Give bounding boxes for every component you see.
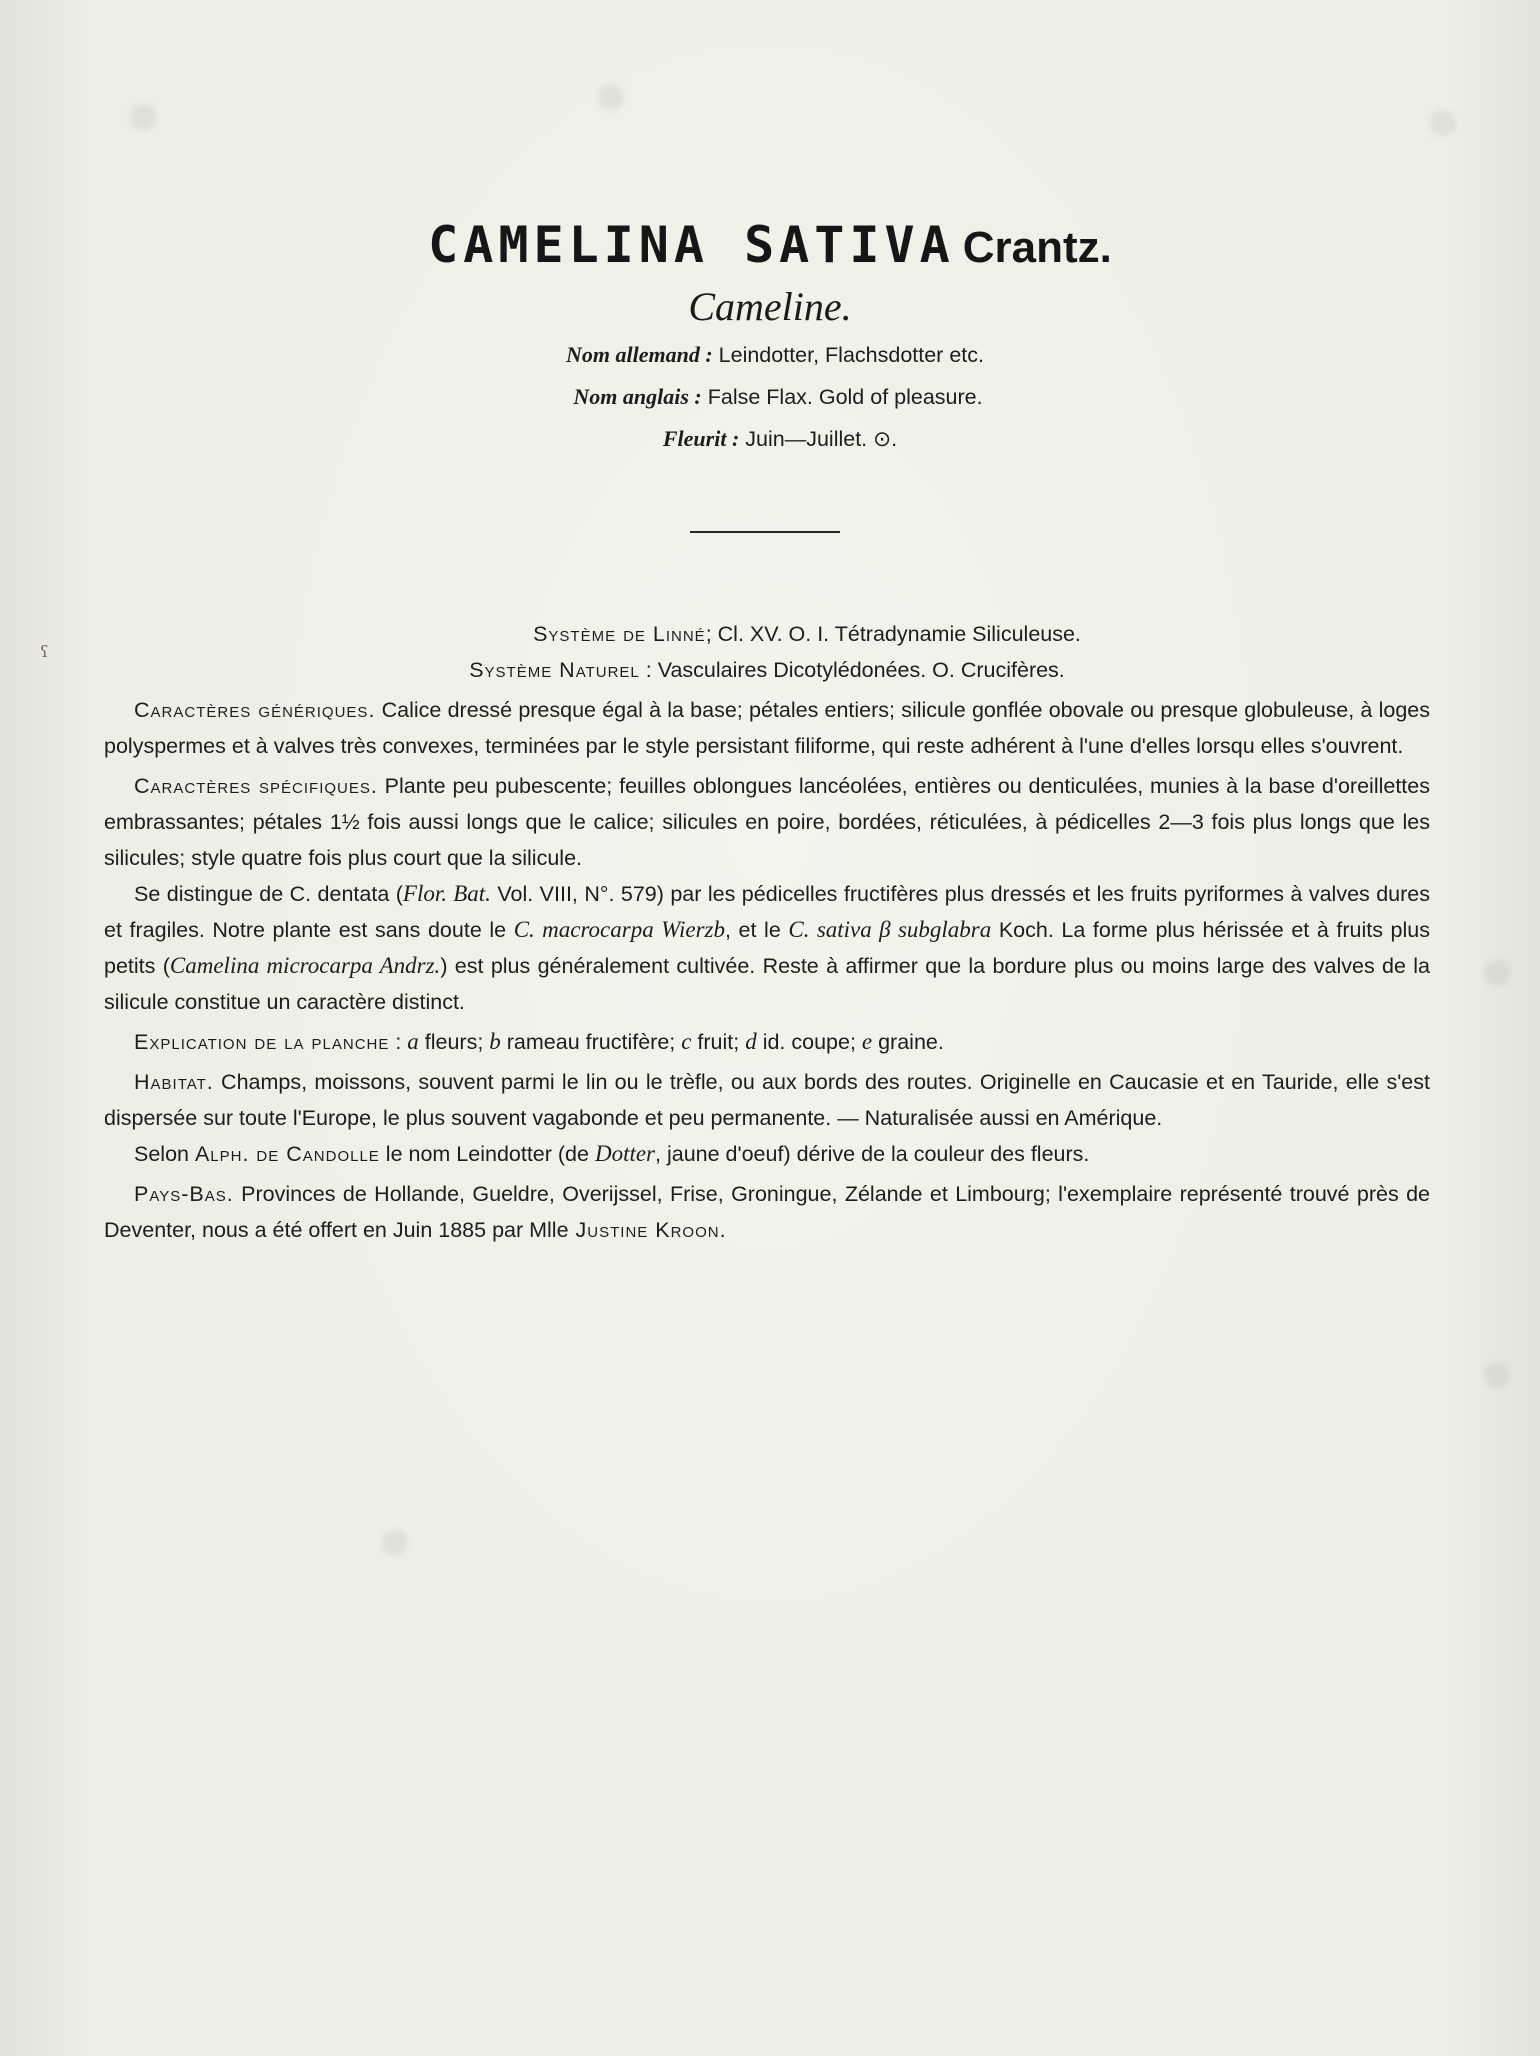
separator-rule [690, 531, 840, 533]
naturel-label: Système Naturel [469, 658, 640, 682]
paper-spot [130, 104, 156, 130]
paper-spot [1430, 110, 1456, 136]
candolle-paragraph [104, 1136, 1430, 1172]
plate-key-a: a [407, 1029, 419, 1054]
author-abbrev: Crantz. [962, 223, 1112, 272]
candolle-name: Alph. de Candolle [194, 1142, 380, 1166]
specific-label: Caractères spécifiques. [134, 774, 378, 798]
macrocarpa-name: C. macrocarpa Wierzb [513, 917, 725, 942]
natural-system [104, 652, 1430, 688]
candolle-text: le nom Leindotter (de [379, 1142, 595, 1166]
english-value: False Flax. Gold of pleasure. [707, 385, 983, 409]
english-name-line [16, 376, 1540, 418]
paper-spot [1484, 960, 1510, 986]
plate-key-d: d [745, 1029, 757, 1054]
distinction-text: Koch. La forme plus hérissée et à fruits plus petits ( [104, 918, 1430, 978]
flowering-line [20, 418, 1540, 460]
flowering-value: Juin—Juillet. ⊙. [745, 427, 898, 451]
distinction-text: , et le [724, 918, 789, 942]
paper-spot [1484, 1362, 1510, 1388]
generic-text: Calice dressé presque égal à la base; pétales entiers; silicule gonflée obovale ou presque globuleuse, à loges polyspermes et à valves très convexes, terminées par le style persistant filiforme, qui reste adhérent à l'une d'elles lorsqu elles s'ouvrent. [104, 698, 1430, 758]
naturel-value: : Vasculaires Dicotylédonées. O. Crucifères. [645, 658, 1065, 682]
netherlands-paragraph [104, 1176, 1430, 1248]
paper-spot [598, 84, 624, 110]
french-name: Cameline. [688, 284, 852, 329]
habitat-paragraph [104, 1064, 1430, 1136]
distinction-text: Se distingue de C. dentata ( [134, 882, 403, 906]
generic-label: Caractères génériques. [134, 698, 376, 722]
generic-characters [104, 692, 1430, 764]
netherlands-label: Pays-Bas. [134, 1182, 234, 1206]
plate-key-b: b [489, 1029, 501, 1054]
german-name-line [10, 334, 1540, 376]
habitat-label: Habitat. [134, 1070, 214, 1094]
plate-item: fleurs; [418, 1030, 490, 1054]
english-label: Nom anglais : [573, 384, 702, 409]
description-body [104, 616, 1430, 1248]
plate-key-e: e [861, 1029, 873, 1054]
candolle-text: Selon [134, 1142, 195, 1166]
explanation-label: Explication de la planche [134, 1030, 390, 1054]
donor-name: Justine Kroon. [568, 1218, 727, 1242]
distinction-text: Vol. VIII, N°. 579) par les pédicelles fructifères plus dressés et les fruits pyriformes à valves dures et fragiles. Notre plante est sans doute le [104, 882, 1431, 942]
plate-key-c: c [681, 1029, 692, 1054]
linne-label: Système de Linné [533, 622, 706, 646]
plate-explanation: Explication de la planche : a fleurs; b rameau fructifère; c fruit; d id. coupe; e graine. [134, 1029, 944, 1054]
page-title [0, 210, 1540, 280]
plate-item: rameau fructifère; [500, 1030, 682, 1054]
flora-reference: Flor. Bat. [402, 881, 491, 906]
german-value: Leindotter, Flachsdotter etc. [718, 343, 984, 367]
linne-system [184, 616, 1430, 652]
distinction-text: ) est plus généralement cultivée. Reste à affirmer que la bordure plus ou moins large des valves de la silicule constitue un caractère distinct. [104, 954, 1431, 1014]
specific-text: Plante peu pubescente; feuilles oblongues lancéolées, entières ou denticulées, munies à la base d'oreillettes embrassantes; pétales 1½ fois aussi longs que le calice; silicules en poire, bordées, réticulées, à pédicelles 2—3 fois plus longs que les silicules; style quatre fois plus court que la silicule. [104, 774, 1430, 870]
specific-characters [104, 768, 1430, 876]
distinction-paragraph [104, 876, 1430, 1020]
netherlands-text: Provinces de Hollande, Gueldre, Overijssel, Frise, Groningue, Zélande et Limbourg; l'exemplaire représenté trouvé près de Deventer, nous a été offert en Juin 1885 par [104, 1182, 1430, 1242]
flowering-label: Fleurit : [662, 426, 740, 451]
heading-block [0, 210, 1540, 460]
dotter-word: Dotter [594, 1141, 656, 1166]
plate-item: id. coupe; [756, 1030, 862, 1054]
latin-name: CAMELINA SATIVA [428, 216, 955, 274]
plate-item: fruit; [691, 1030, 746, 1054]
plate-item: graine. [872, 1030, 944, 1054]
linne-value: ; Cl. XV. O. I. Tétradynamie Siliculeuse. [705, 622, 1081, 646]
german-label: Nom allemand : [566, 342, 713, 367]
sativa-variety-name: C. sativa β subglabra [788, 917, 992, 942]
margin-mark: ʕ [40, 642, 49, 661]
paper-spot [382, 1530, 408, 1556]
candolle-text: , jaune d'oeuf) dérive de la couleur des fleurs. [655, 1142, 1090, 1166]
microcarpa-name: Camelina microcarpa Andrz. [169, 953, 441, 978]
mademoiselle-abbrev: Mlle [529, 1218, 569, 1242]
habitat-text: Champs, moissons, souvent parmi le lin ou le trèfle, ou aux bords des routes. Originelle en Caucasie et en Tauride, elle s'est dispersée sur toute l'Europe, le plus souvent vagabonde et peu permanente. — Naturalisée aussi en Amérique. [104, 1070, 1430, 1130]
